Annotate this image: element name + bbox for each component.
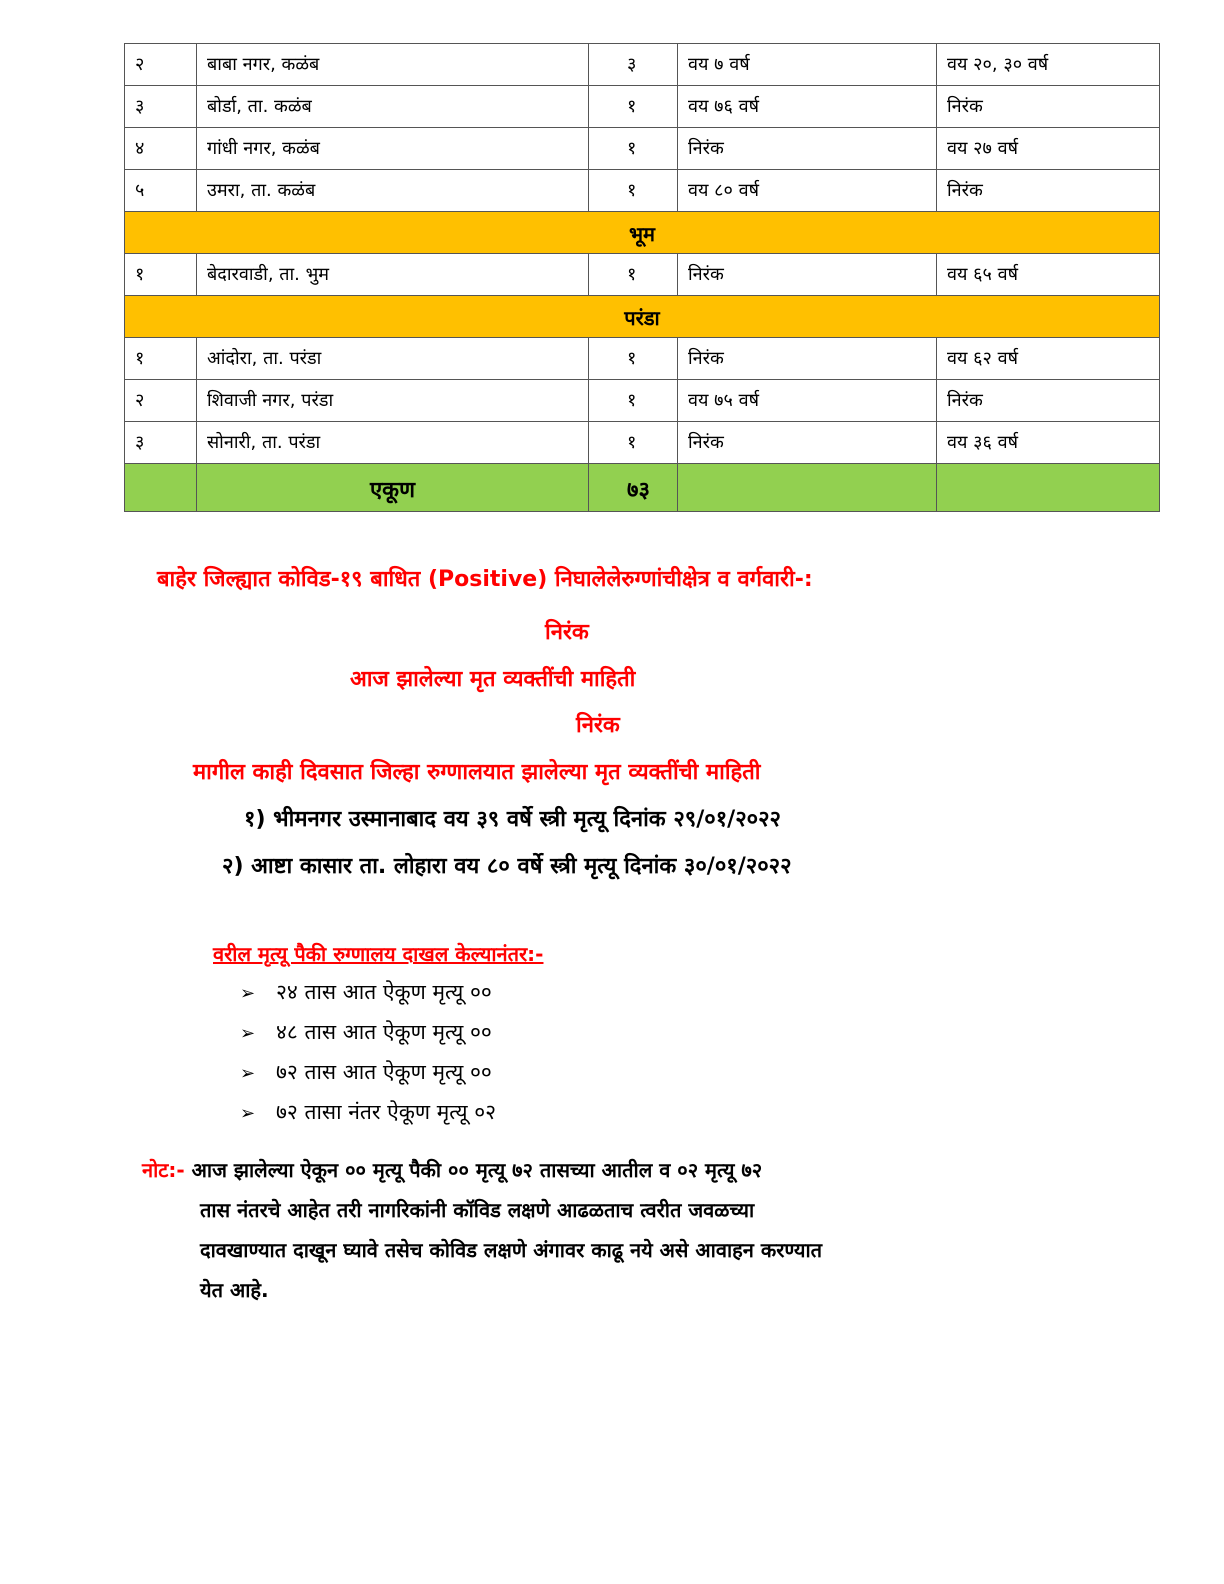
- age-cell: वय ८० वर्ष: [678, 170, 937, 212]
- age-cell: वय ७६ वर्ष: [678, 86, 937, 128]
- list-item-text: ७२ तासा नंतर ऐकूण मृत्यू ०२: [276, 1100, 497, 1124]
- arrow-bullet-icon: ➢: [240, 1023, 256, 1044]
- age-cell: वय ६२ वर्ष: [937, 338, 1160, 380]
- count-cell: १: [589, 170, 678, 212]
- outside-district-value: निरंक: [545, 620, 589, 645]
- table-row: [125, 44, 1160, 86]
- place-cell: सोनारी, ता. परंडा: [197, 422, 589, 464]
- section-title: भूम: [125, 212, 1160, 254]
- list-item: [240, 1015, 496, 1055]
- table-row: [125, 254, 1160, 296]
- age-cell: वय ६५ वर्ष: [937, 254, 1160, 296]
- age-cell: वय ७ वर्ष: [678, 44, 937, 86]
- list-item-text: ७२ तास आत ऐकूण मृत्यू ००: [276, 1060, 492, 1084]
- today-deaths-value: निरंक: [576, 713, 620, 738]
- note-label: नोट:-: [142, 1158, 185, 1182]
- sr-cell: ४: [125, 128, 197, 170]
- count-cell: १: [589, 254, 678, 296]
- count-cell: १: [589, 86, 678, 128]
- table-row: [125, 422, 1160, 464]
- table-row: [125, 128, 1160, 170]
- note-line: आज झालेल्या ऐकून ०० मृत्यू पैकी ०० मृत्यू ७२ तासच्या आतील व ०२ मृत्यू ७२: [191, 1158, 763, 1182]
- arrow-bullet-icon: ➢: [240, 1063, 256, 1084]
- today-deaths-heading: आज झालेल्या मृत व्यक्तींची माहिती: [350, 667, 636, 692]
- section-title: परंडा: [125, 296, 1160, 338]
- table-row: [125, 380, 1160, 422]
- sr-cell: २: [125, 44, 197, 86]
- age-cell: निरंक: [678, 128, 937, 170]
- cases-table: [124, 43, 1160, 512]
- total-empty-cell: [125, 464, 197, 512]
- after-admission-heading: वरील मृत्यू पैकी रुग्णालय दाखल केल्यानंतर:-: [213, 942, 544, 966]
- count-cell: १: [589, 422, 678, 464]
- table-row: [125, 170, 1160, 212]
- list-item: [240, 1095, 496, 1135]
- total-empty-cell: [678, 464, 937, 512]
- place-cell: बेदारवाडी, ता. भुम: [197, 254, 589, 296]
- sr-cell: १: [125, 338, 197, 380]
- age-cell: वय २७ वर्ष: [937, 128, 1160, 170]
- place-cell: बाबा नगर, कळंब: [197, 44, 589, 86]
- place-cell: आंदोरा, ता. परंडा: [197, 338, 589, 380]
- total-value: ७३: [589, 464, 678, 512]
- count-cell: १: [589, 380, 678, 422]
- past-deaths-heading: मागील काही दिवसात जिल्हा रुग्णालयात झालेल्या मृत व्यक्तींची माहिती: [193, 760, 761, 785]
- age-cell: निरंक: [937, 86, 1160, 128]
- total-row: [125, 464, 1160, 512]
- list-item-text: ४८ तास आत ऐकूण मृत्यू ००: [276, 1020, 492, 1044]
- place-cell: गांधी नगर, कळंब: [197, 128, 589, 170]
- age-cell: निरंक: [678, 422, 937, 464]
- count-cell: १: [589, 338, 678, 380]
- age-cell: वय ७५ वर्ष: [678, 380, 937, 422]
- age-cell: वय २०, ३० वर्ष: [937, 44, 1160, 86]
- death-record: १) भीमनगर उस्मानाबाद वय ३९ वर्षे स्त्री मृत्यू दिनांक २९/०१/२०२२: [244, 807, 781, 832]
- sr-cell: ५: [125, 170, 197, 212]
- sr-cell: २: [125, 380, 197, 422]
- age-cell: निरंक: [678, 254, 937, 296]
- note-line: तास नंतरचे आहेत तरी नागरिकांनी कॉविड लक्षणे आढळताच त्वरीत जवळच्या: [200, 1198, 755, 1222]
- age-cell: निरंक: [937, 380, 1160, 422]
- list-item: [240, 975, 496, 1015]
- list-item-text: २४ तास आत ऐकूण मृत्यू ००: [276, 980, 492, 1004]
- section-row-paranda: [125, 296, 1160, 338]
- note-line: दावखाण्यात दाखून घ्यावे तसेच कोविड लक्षणे अंगावर काढू नये असे आवाहन करण्यात: [200, 1238, 823, 1262]
- place-cell: उमरा, ता. कळंब: [197, 170, 589, 212]
- note-paragraph: [142, 1150, 1072, 1310]
- age-cell: निरंक: [937, 170, 1160, 212]
- table-row: [125, 86, 1160, 128]
- section-row-bhum: [125, 212, 1160, 254]
- place-cell: बोर्डा, ता. कळंब: [197, 86, 589, 128]
- death-stats-list: [240, 975, 496, 1135]
- age-cell: वय ३६ वर्ष: [937, 422, 1160, 464]
- sr-cell: ३: [125, 86, 197, 128]
- arrow-bullet-icon: ➢: [240, 983, 256, 1004]
- total-empty-cell: [937, 464, 1160, 512]
- sr-cell: ३: [125, 422, 197, 464]
- count-cell: १: [589, 128, 678, 170]
- death-record: २) आष्टा कासार ता. लोहारा वय ८० वर्षे स्त्री मृत्यू दिनांक ३०/०१/२०२२: [222, 854, 792, 879]
- note-line: येत आहे.: [200, 1278, 269, 1302]
- table-row: [125, 338, 1160, 380]
- outside-district-heading: बाहेर जिल्ह्यात कोविड-१९ बाधित (Positive) निघालेलेरुग्णांचीक्षेत्र व वर्गवारी-:: [157, 567, 813, 592]
- arrow-bullet-icon: ➢: [240, 1103, 256, 1124]
- age-cell: निरंक: [678, 338, 937, 380]
- count-cell: ३: [589, 44, 678, 86]
- place-cell: शिवाजी नगर, परंडा: [197, 380, 589, 422]
- total-label: एकूण: [197, 464, 589, 512]
- list-item: [240, 1055, 496, 1095]
- sr-cell: १: [125, 254, 197, 296]
